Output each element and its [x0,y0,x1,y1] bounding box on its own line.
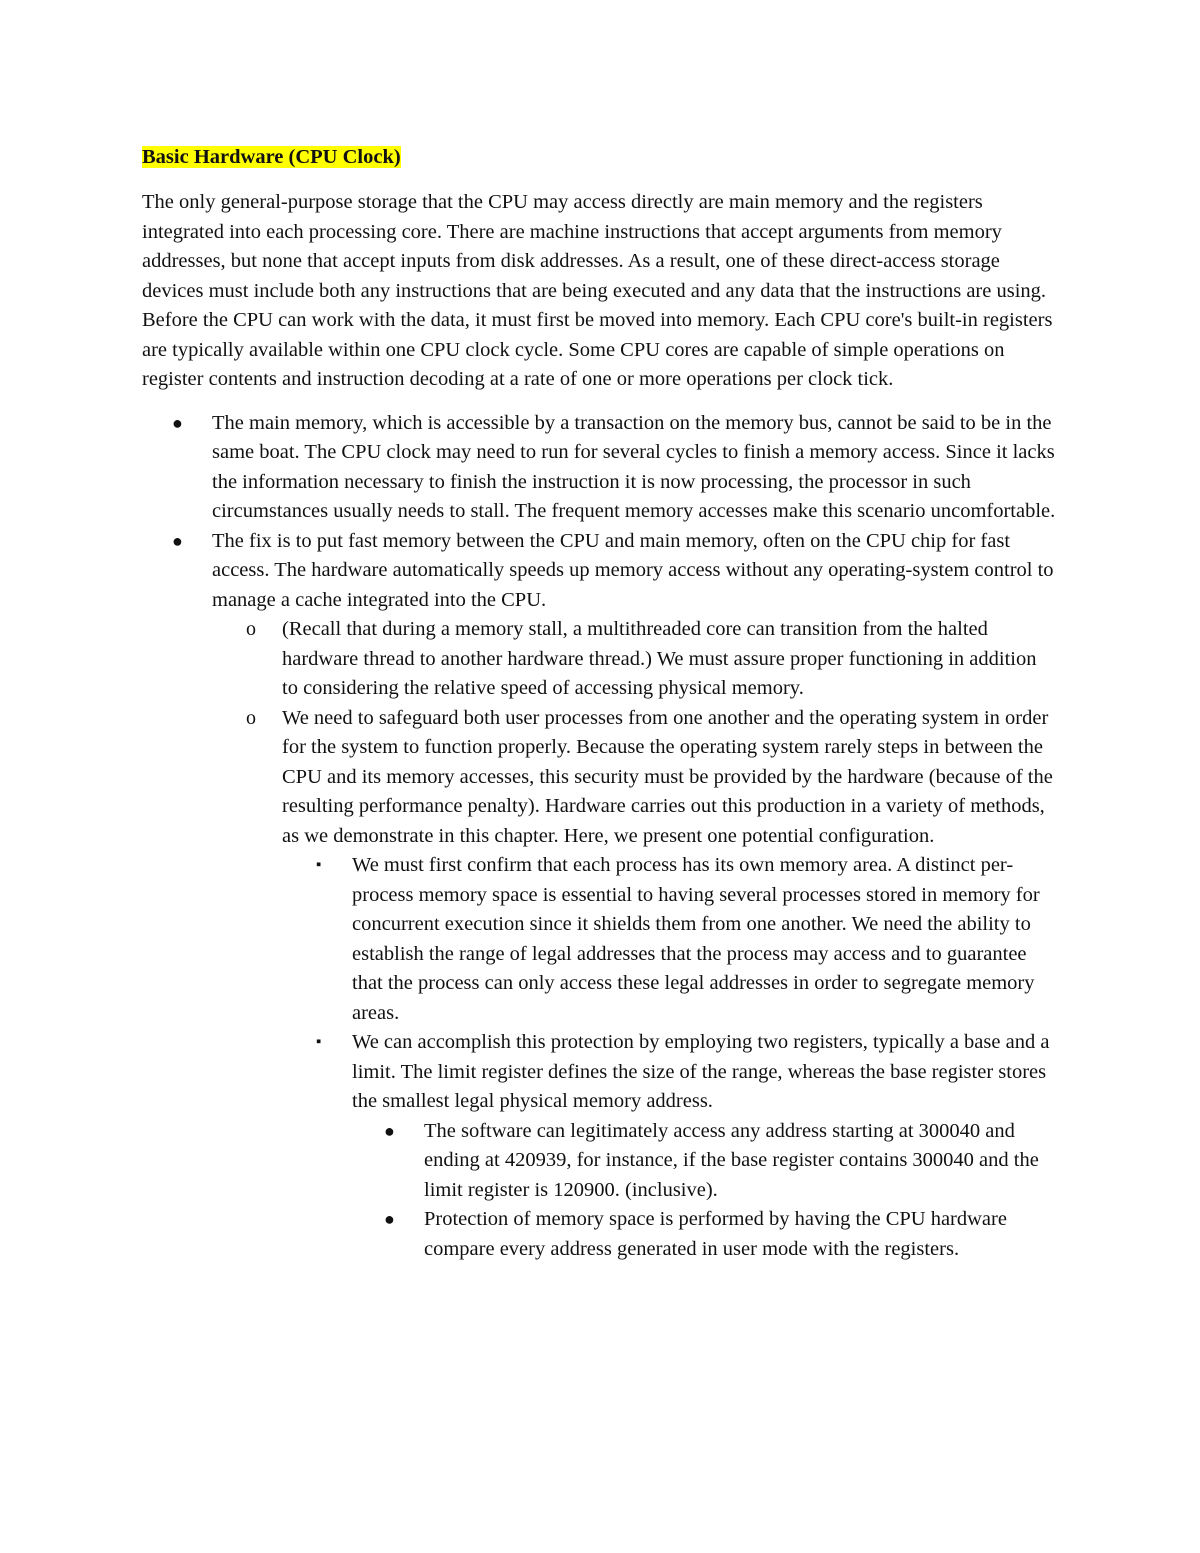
list-item-text: We need to safeguard both user processes from one another and the operating system in order for the system to function properly. Because the operating system rarely steps in between the CPU and its memory accesses, this security must be provided by the hardware (because of the resulting performance penalty). Hardware carries out this production in a variety of methods, as we demonstrate in this chapter. Here, we present one potential configuration. [282,706,1053,847]
list-item-text: The main memory, which is accessible by a transaction on the memory bus, cannot be said to be in the same boat. The CPU clock may need to run for several cycles to finish a memory access. Since it lacks the information necessary to finish the instruction it is now processing, the processor in such circumstances usually needs to stall. The frequent memory accesses make this scenario uncomfortable. [212,411,1056,522]
sub-bullet-list [212,615,1057,1264]
list-item [246,615,1057,704]
nested-bullet-list [352,1117,1057,1265]
list-item-text: Protection of memory space is performed by having the CPU hardware compare every address generated in user mode with the registers. [424,1208,1007,1260]
square-bullet-marker: ▪ [316,857,322,873]
section-heading [142,140,1057,174]
sub-bullet-marker: o [246,706,256,729]
list-item [316,851,1057,1028]
sub-bullet-marker: o [246,618,256,640]
list-item [384,1117,1057,1206]
section-heading-text: Basic Hardware (CPU Clock) [142,146,401,168]
list-item [316,1028,1057,1264]
bullet-marker: ● [384,1120,395,1141]
square-bullet-marker: ▪ [316,1034,322,1050]
square-bullet-list [282,851,1057,1264]
bullet-marker: ● [172,530,183,551]
list-item [384,1205,1057,1264]
list-item [246,704,1057,1265]
list-item [172,527,1057,1265]
bullet-marker: ● [384,1209,395,1229]
list-item-text: We can accomplish this protection by employing two registers, typically a base and a limit. The limit register defines the size of the range, whereas the base register stores the smallest legal physical memory address. [352,1031,1050,1112]
list-item-text: (Recall that during a memory stall, a multithreaded core can transition from the halted hardware thread to another hardware thread.) We must assure proper functioning in addition to considering the relative speed of accessing physical memory. [282,618,1037,699]
list-item-text: We must first confirm that each process has its own memory area. A distinct per-process memory space is essential to having several processes stored in memory for concurrent execution since it shields them from one another. We need the ability to establish the range of legal addresses that the process may access and to guarantee that the process can only access these legal addresses in order to segregate memory areas. [352,854,1040,1024]
bullet-list [142,409,1057,1265]
list-item [172,409,1057,527]
intro-paragraph: The only general-purpose storage that the CPU may access directly are main memory and the registers integrated into each processing core. There are machine instructions that accept arguments from memory addresses, but none that accept inputs from disk addresses. As a result, one of these direct-access storage devices must include both any instructions that are being executed and any data that the instructions are using. Before the CPU can work with the data, it must first be moved into memory. Each CPU core's built-in registers are typically available within one CPU clock cycle. Some CPU cores are capable of simple operations on register contents and instruction decoding at a rate of one or more operations per clock tick. [142,191,1053,390]
bullet-marker: ● [172,412,183,433]
list-item-text: The software can legitimately access any address starting at 300040 and ending at 420939, for instance, if the base register contains 300040 and the limit register is 120900. (inclusive). [424,1119,1039,1201]
document-page [142,140,1057,1264]
list-item-text: The fix is to put fast memory between the CPU and main memory, often on the CPU chip for fast access. The hardware automatically speeds up memory access without any operating-system control to manage a cache integrated into the CPU. [212,529,1054,611]
